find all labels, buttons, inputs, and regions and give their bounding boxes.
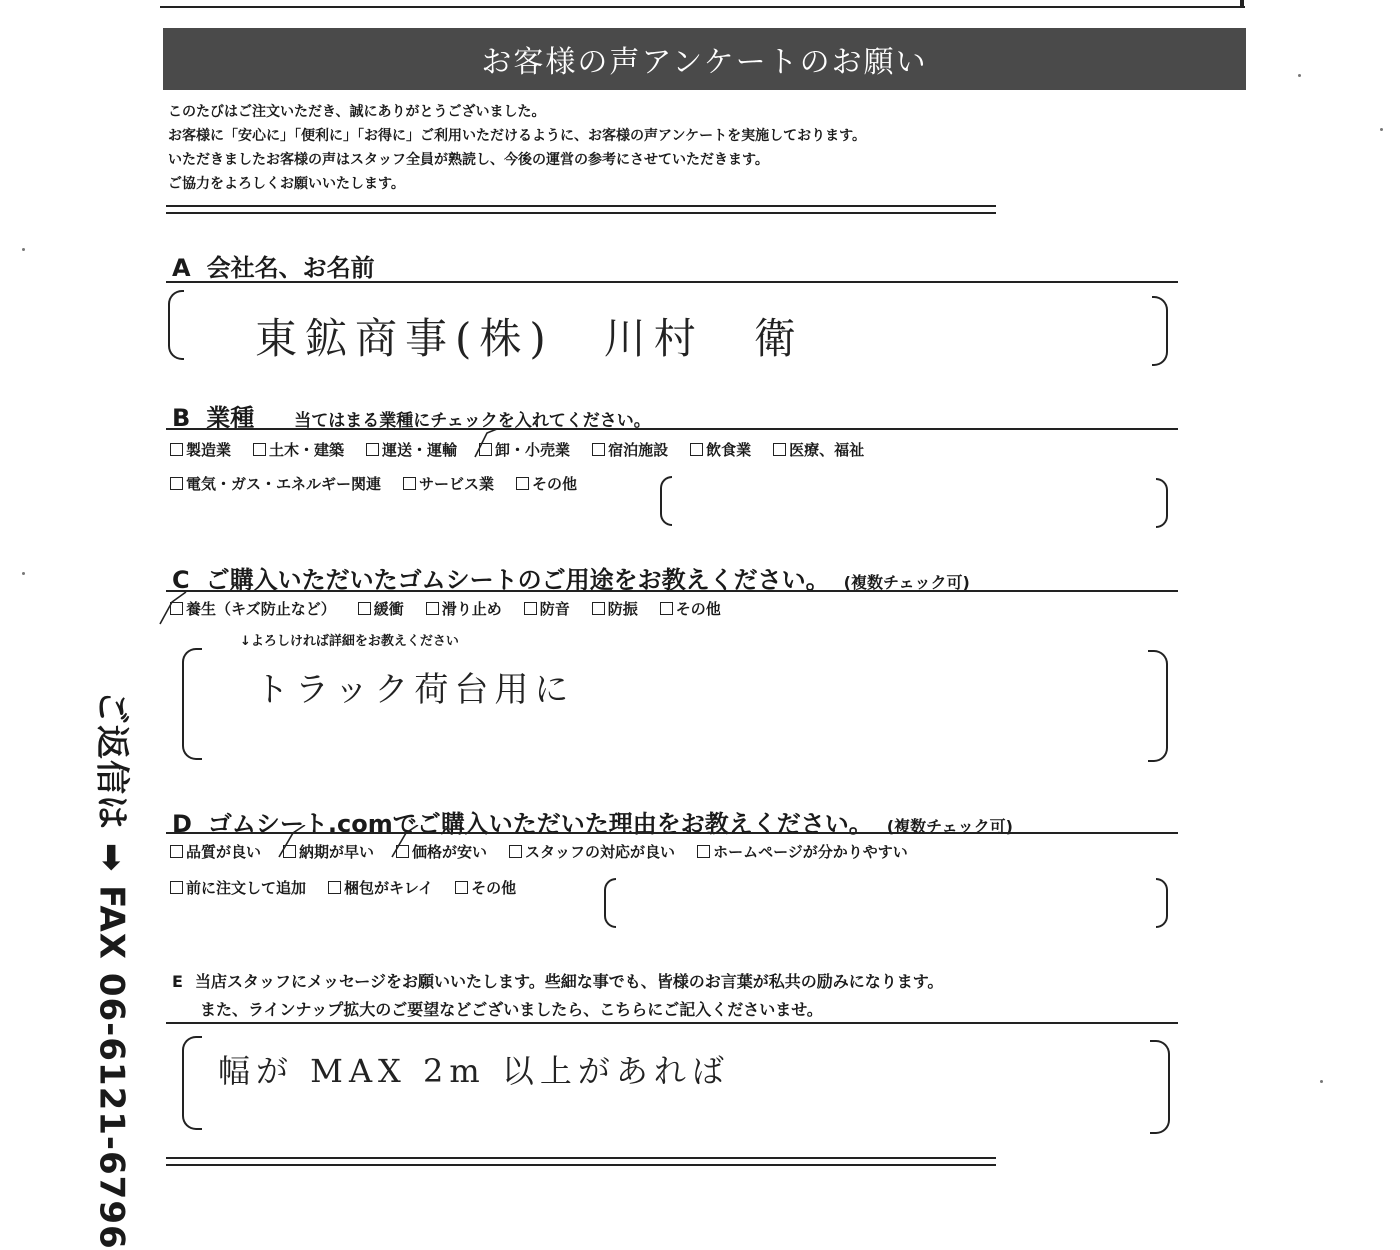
checkbox[interactable] [170, 477, 183, 490]
checkbox[interactable] [170, 443, 183, 456]
checkbox[interactable] [697, 845, 710, 858]
message-bracket-left [182, 1036, 202, 1130]
section-e-line2: また、ラインナップ拡大のご要望などございましたら、こちらにご記入くださいませ。 [200, 1000, 823, 1019]
survey-title-banner: お客様の声アンケートのお願い [163, 28, 1246, 90]
section-d-note: (複数チェック可) [886, 817, 1013, 836]
message-bracket-right [1150, 1040, 1170, 1134]
section-a-heading [172, 248, 375, 283]
usage-option[interactable]: その他 [660, 598, 721, 619]
industry-option[interactable]: 運送・運輸 [366, 439, 457, 460]
intro-line: いただきましたお客様の声はスタッフ全員が熟読し、今後の運営の参考にさせていただきます。 [168, 152, 769, 168]
section-b-note: 当てはまる業種にチェックを入れてください。 [294, 411, 651, 431]
usage-option[interactable]: 緩衝 [358, 598, 404, 619]
company-name-answer[interactable]: 東鉱商事(株) 川村 衛 [255, 314, 804, 363]
top-border-tick [1240, 0, 1244, 8]
section-a-rule [166, 281, 1178, 283]
check-mark-icon [473, 429, 499, 459]
usage-option[interactable]: 滑り止め [426, 598, 502, 619]
industry-option[interactable]: 土木・建築 [253, 439, 344, 460]
reason-option[interactable]: 品質が良い [170, 841, 261, 862]
checkbox[interactable] [592, 602, 605, 615]
bottom-divider [166, 1157, 996, 1166]
checkbox[interactable] [592, 443, 605, 456]
industry-options-row2 [170, 473, 599, 494]
section-b-letter: B [172, 404, 191, 432]
checkbox[interactable] [170, 881, 183, 894]
checkbox[interactable] [524, 602, 537, 615]
usage-option[interactable]: 防音 [524, 598, 570, 619]
industry-option[interactable]: その他 [516, 473, 577, 494]
reason-option[interactable]: ホームページが分かりやすい [697, 841, 908, 862]
checkbox[interactable] [690, 443, 703, 456]
reason-option[interactable]: 梱包がキレイ [328, 877, 433, 898]
checkbox[interactable] [509, 845, 522, 858]
usage-option-checked[interactable]: 養生（キズ防止など） [170, 598, 336, 619]
scan-speck [1380, 128, 1383, 131]
checkbox[interactable] [358, 602, 371, 615]
detail-hint: ↓よろしければ詳細をお教えください [240, 634, 459, 649]
answer-bracket-left [168, 290, 184, 360]
scan-speck [1298, 74, 1301, 77]
section-a-title: 会社名、お名前 [206, 254, 375, 282]
other-bracket-right [1156, 478, 1168, 528]
section-d-rule [166, 832, 1178, 834]
check-mark-icon [158, 592, 188, 626]
answer-bracket-right [1152, 296, 1168, 366]
section-c-note: (複数チェック可) [843, 573, 970, 592]
industry-options-row1 [170, 439, 886, 460]
check-mark-icon [390, 825, 420, 859]
scan-speck [1320, 1080, 1323, 1083]
checkbox[interactable] [403, 477, 416, 490]
section-c-rule [166, 590, 1178, 592]
checkbox[interactable] [253, 443, 266, 456]
scan-speck [22, 572, 25, 575]
usage-detail-answer[interactable]: トラック荷台用に [255, 670, 575, 710]
intro-text [168, 100, 866, 196]
intro-divider [166, 205, 996, 214]
reason-other-bracket-left [604, 878, 616, 928]
checkbox[interactable] [455, 881, 468, 894]
reason-options-row1 [170, 841, 930, 862]
industry-option[interactable]: 製造業 [170, 439, 231, 460]
reason-option[interactable]: 前に注文して追加 [170, 877, 306, 898]
section-d-letter: D [172, 810, 192, 838]
checkbox[interactable] [170, 845, 183, 858]
section-e-rule [166, 1022, 1178, 1024]
message-answer[interactable]: 幅が MAX 2m 以上があれば [218, 1052, 730, 1090]
reason-option[interactable]: その他 [455, 877, 516, 898]
section-d-title: ゴムシート.comでご購入いただいた理由をお教えください。 [207, 810, 873, 838]
return-fax-sidebar [91, 690, 138, 1250]
section-b-title: 業種 [206, 404, 255, 432]
reason-option-checked[interactable]: 価格が安い [396, 841, 487, 862]
industry-other-field[interactable] [676, 478, 1152, 522]
scan-speck [22, 248, 25, 251]
detail-bracket-left [182, 648, 202, 760]
section-a-letter: A [172, 254, 191, 282]
section-b-rule [166, 428, 1178, 430]
reason-option-checked[interactable]: 納期が早い [283, 841, 374, 862]
reason-other-field[interactable] [620, 880, 1150, 924]
checkbox[interactable] [426, 602, 439, 615]
section-c-title: ご購入いただいたゴムシートのご用途をお教えください。 [205, 566, 830, 594]
industry-option[interactable]: サービス業 [403, 473, 494, 494]
intro-line: ご協力をよろしくお願いいたします。 [168, 176, 405, 192]
checkbox[interactable] [660, 602, 673, 615]
industry-option[interactable]: 医療、福祉 [773, 439, 864, 460]
usage-option[interactable]: 防振 [592, 598, 638, 619]
industry-option[interactable]: 宿泊施設 [592, 439, 668, 460]
detail-bracket-right [1148, 650, 1168, 762]
industry-option[interactable]: 飲食業 [690, 439, 751, 460]
section-e-line1: 当店スタッフにメッセージをお願いいたします。些細な事でも、皆様のお言葉が私共の励みになります。 [194, 972, 944, 991]
checkbox[interactable] [328, 881, 341, 894]
reason-options-row2 [170, 877, 538, 898]
reason-other-bracket-right [1156, 878, 1168, 928]
intro-line: このたびはご注文いただき、誠にありがとうございました。 [168, 104, 546, 120]
return-fax-text: ご返信は ➡ FAX 06-6121-6796 [91, 690, 132, 1250]
top-border-line [160, 0, 1245, 8]
other-bracket-left [660, 476, 672, 526]
reason-option[interactable]: スタッフの対応が良い [509, 841, 675, 862]
check-mark-icon [277, 825, 307, 859]
checkbox[interactable] [366, 443, 379, 456]
checkbox[interactable] [516, 477, 529, 490]
section-e-heading [172, 968, 943, 1024]
industry-option[interactable]: 電気・ガス・エネルギー関連 [170, 473, 381, 494]
section-e-letter: E [172, 972, 183, 991]
industry-option-checked[interactable]: 卸・小売業 [479, 439, 570, 460]
checkbox[interactable] [773, 443, 786, 456]
intro-line: お客様に「安心に」「便利に」「お得に」ご利用いただけるように、お客様の声アンケートを実施しております。 [168, 128, 867, 144]
usage-options [170, 598, 743, 619]
section-c-letter: C [172, 566, 190, 594]
